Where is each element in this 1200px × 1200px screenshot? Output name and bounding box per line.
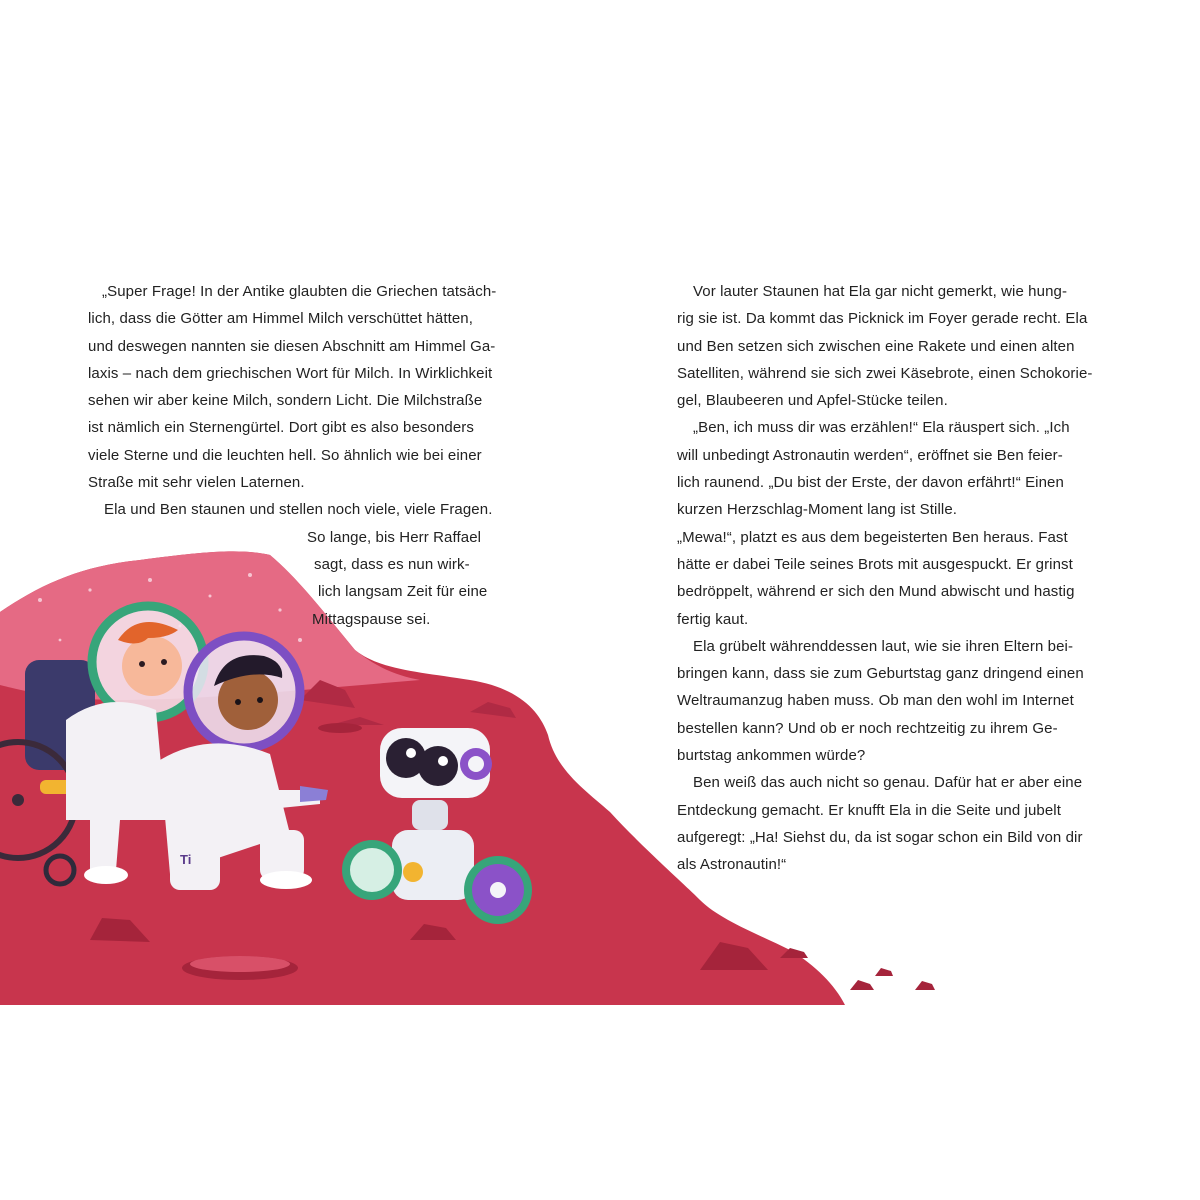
right-line: Vor lauter Staunen hat Ela gar nicht gemerkt, wie hung-: [693, 283, 1068, 300]
right-line: als Astronautin!“: [677, 856, 787, 874]
right-line: Ben weiß das auch nicht so genau. Dafür hat er aber eine: [693, 774, 1083, 792]
right-line: hätte er dabei Teile seines Brots mit ausgespuckt. Er grinst: [677, 555, 1073, 573]
right-line: Entdeckung gemacht. Er knufft Ela in die Seite und jubelt: [677, 801, 1061, 819]
right-line: bringen kann, dass sie zum Geburtstag ganz dringend einen: [677, 665, 1084, 683]
right-line: lich raunend. „Du bist der Erste, der davon erfährt!“ Einen: [677, 474, 1064, 492]
left-line: „Super Frage! In der Antike glaubten die Griechen tatsäch-: [102, 283, 497, 300]
left-line: Straße mit sehr vielen Laternen.: [88, 474, 305, 492]
right-page-text: [677, 278, 1093, 879]
right-line: gel, Blaubeeren und Apfel-Stücke teilen.: [677, 392, 948, 410]
left-line: sehen wir aber keine Milch, sondern Licht. Die Milchstraße: [88, 392, 483, 410]
right-line: kurzen Herzschlag-Moment lang ist Stille.: [677, 501, 958, 519]
left-line: viele Sterne und die leuchten hell. So ähnlich wie bei einer: [88, 446, 482, 464]
left-line: lich langsam Zeit für eine: [318, 583, 488, 601]
left-line: laxis – nach dem griechischen Wort für Milch. In Wirklichkeit: [88, 364, 493, 382]
robot-badge: Ti: [180, 852, 192, 867]
right-line: rig sie ist. Da kommt das Picknick im Foyer gerade recht. Ela: [677, 310, 1088, 328]
right-line: aufgeregt: „Ha! Siehst du, da ist sogar schon ein Bild von dir: [677, 828, 1083, 846]
left-line: So lange, bis Herr Raffael: [307, 528, 482, 546]
left-line: sagt, dass es nun wirk-: [314, 555, 470, 573]
left-line: ist nämlich ein Sternengürtel. Dort gibt es also besonders: [88, 419, 474, 437]
right-line: und Ben setzen sich zwischen eine Rakete und einen alten: [677, 337, 1075, 355]
right-line: „Ben, ich muss dir was erzählen!“ Ela räuspert sich. „Ich: [693, 419, 1070, 437]
left-line: und deswegen nannten sie diesen Abschnitt am Himmel Ga-: [88, 337, 496, 355]
right-line: fertig kaut.: [677, 610, 749, 628]
left-page-text: [88, 278, 496, 633]
right-line: burtstag ankommen würde?: [677, 747, 866, 765]
right-line: will unbedingt Astronautin werden“, eröffnet sie Ben feier-: [677, 446, 1063, 464]
left-line: Ela und Ben staunen und stellen noch viele, viele Fragen.: [104, 501, 493, 519]
right-line: bedröppelt, während er sich den Mund abwischt und hastig: [677, 583, 1075, 601]
right-line: bestellen kann? Und ob er noch rechtzeitig zu ihrem Ge-: [677, 719, 1058, 737]
left-line: lich, dass die Götter am Himmel Milch verschüttet hätten,: [88, 310, 474, 328]
right-line: Ela grübelt währenddessen laut, wie sie ihren Eltern bei-: [693, 637, 1074, 655]
right-line: Satelliten, während sie sich zwei Käsebrote, einen Schokorie-: [677, 364, 1093, 382]
right-line: Weltraumanzug haben muss. Ob man den wohl im Internet: [677, 692, 1074, 710]
right-line: „Mewa!“, platzt es aus dem begeisterten Ben heraus. Fast: [677, 528, 1068, 546]
left-line: Mittagspause sei.: [312, 610, 431, 628]
